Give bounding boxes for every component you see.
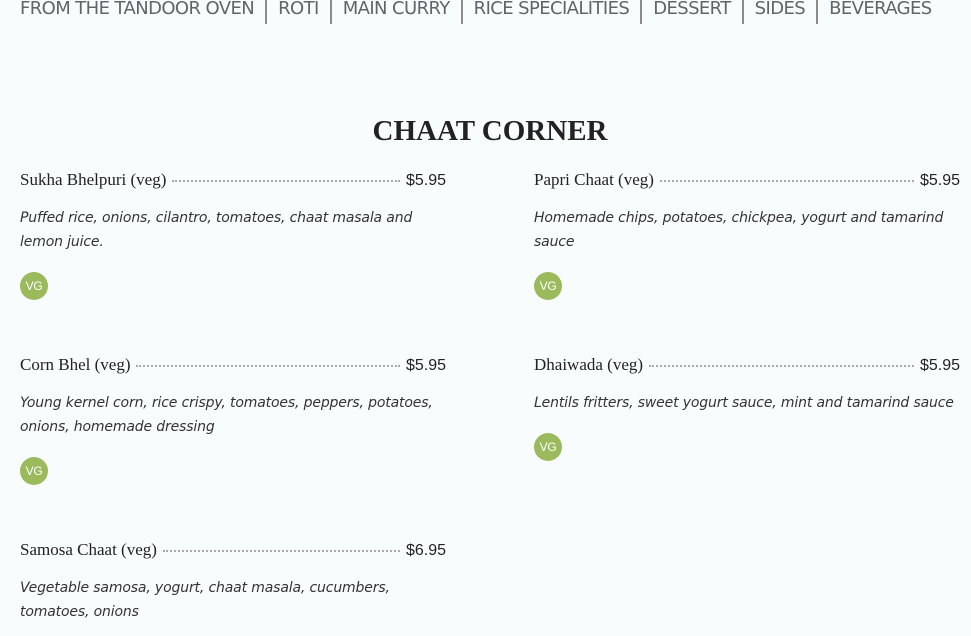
nav-separator bbox=[640, 0, 642, 24]
nav-separator bbox=[330, 0, 332, 24]
menu-item-header bbox=[534, 355, 960, 377]
menu-item bbox=[534, 170, 960, 300]
category-nav bbox=[20, 0, 961, 24]
nav-item-dessert[interactable]: DESSERT bbox=[653, 0, 731, 19]
menu-item bbox=[20, 540, 446, 624]
dot-leader bbox=[649, 365, 914, 367]
nav-item-beverages[interactable]: BEVERAGES bbox=[829, 0, 932, 19]
menu-item-price: $5.95 bbox=[919, 357, 960, 374]
menu-item-name: Samosa Chaat (veg) bbox=[20, 540, 157, 559]
vegan-badge-icon: VG bbox=[534, 272, 562, 300]
nav-item-rice-specialities[interactable]: RICE SPECIALITIES bbox=[473, 0, 630, 19]
menu-item-header bbox=[20, 170, 446, 192]
menu-item-description: Young kernel corn, rice crispy, tomatoes, peppers, potatoes, onions, homemade dressing bbox=[20, 395, 433, 435]
menu-item-description: Vegetable samosa, yogurt, chaat masala, cucumbers, tomatoes, onions bbox=[20, 580, 390, 620]
nav-separator bbox=[816, 0, 818, 24]
menu-item-price: $5.95 bbox=[405, 172, 446, 189]
nav-item-main-curry[interactable]: MAIN CURRY bbox=[342, 0, 450, 19]
dot-leader bbox=[660, 180, 914, 182]
menu-item-header bbox=[20, 355, 446, 377]
menu-item-description: Homemade chips, potatoes, chickpea, yogurt and tamarind sauce bbox=[534, 210, 944, 250]
section-title: CHAAT CORNER bbox=[372, 115, 608, 147]
vegan-badge-icon: VG bbox=[534, 433, 562, 461]
menu-item-price: $5.95 bbox=[919, 172, 960, 189]
menu-item-description: Puffed rice, onions, cilantro, tomatoes, chaat masala and lemon juice. bbox=[20, 210, 413, 250]
menu-item-name: Dhaiwada (veg) bbox=[534, 355, 644, 374]
menu-item-name: Corn Bhel (veg) bbox=[20, 355, 131, 374]
menu-item-header bbox=[20, 540, 446, 562]
dot-leader bbox=[163, 550, 400, 552]
vegan-badge-icon: VG bbox=[20, 272, 48, 300]
menu-item bbox=[20, 355, 446, 485]
nav-separator bbox=[265, 0, 267, 24]
menu-item bbox=[20, 170, 446, 300]
menu-item bbox=[534, 355, 960, 461]
nav-item-roti[interactable]: ROTI bbox=[278, 0, 319, 19]
dot-leader bbox=[136, 365, 399, 367]
nav-item-from-the-tandoor-oven[interactable]: FROM THE TANDOOR OVEN bbox=[20, 0, 255, 19]
nav-separator bbox=[461, 0, 463, 24]
nav-item-sides[interactable]: SIDES bbox=[754, 0, 806, 19]
menu-item-header bbox=[534, 170, 960, 192]
vegan-badge-icon: VG bbox=[20, 457, 48, 485]
menu-item-description: Lentils fritters, sweet yogurt sauce, mint and tamarind sauce bbox=[534, 395, 954, 411]
menu-item-price: $6.95 bbox=[405, 542, 446, 559]
menu-item-name: Papri Chaat (veg) bbox=[534, 170, 654, 189]
nav-separator bbox=[742, 0, 744, 24]
menu-item-price: $5.95 bbox=[405, 357, 446, 374]
menu-item-name: Sukha Bhelpuri (veg) bbox=[20, 170, 167, 189]
dot-leader bbox=[172, 180, 400, 182]
